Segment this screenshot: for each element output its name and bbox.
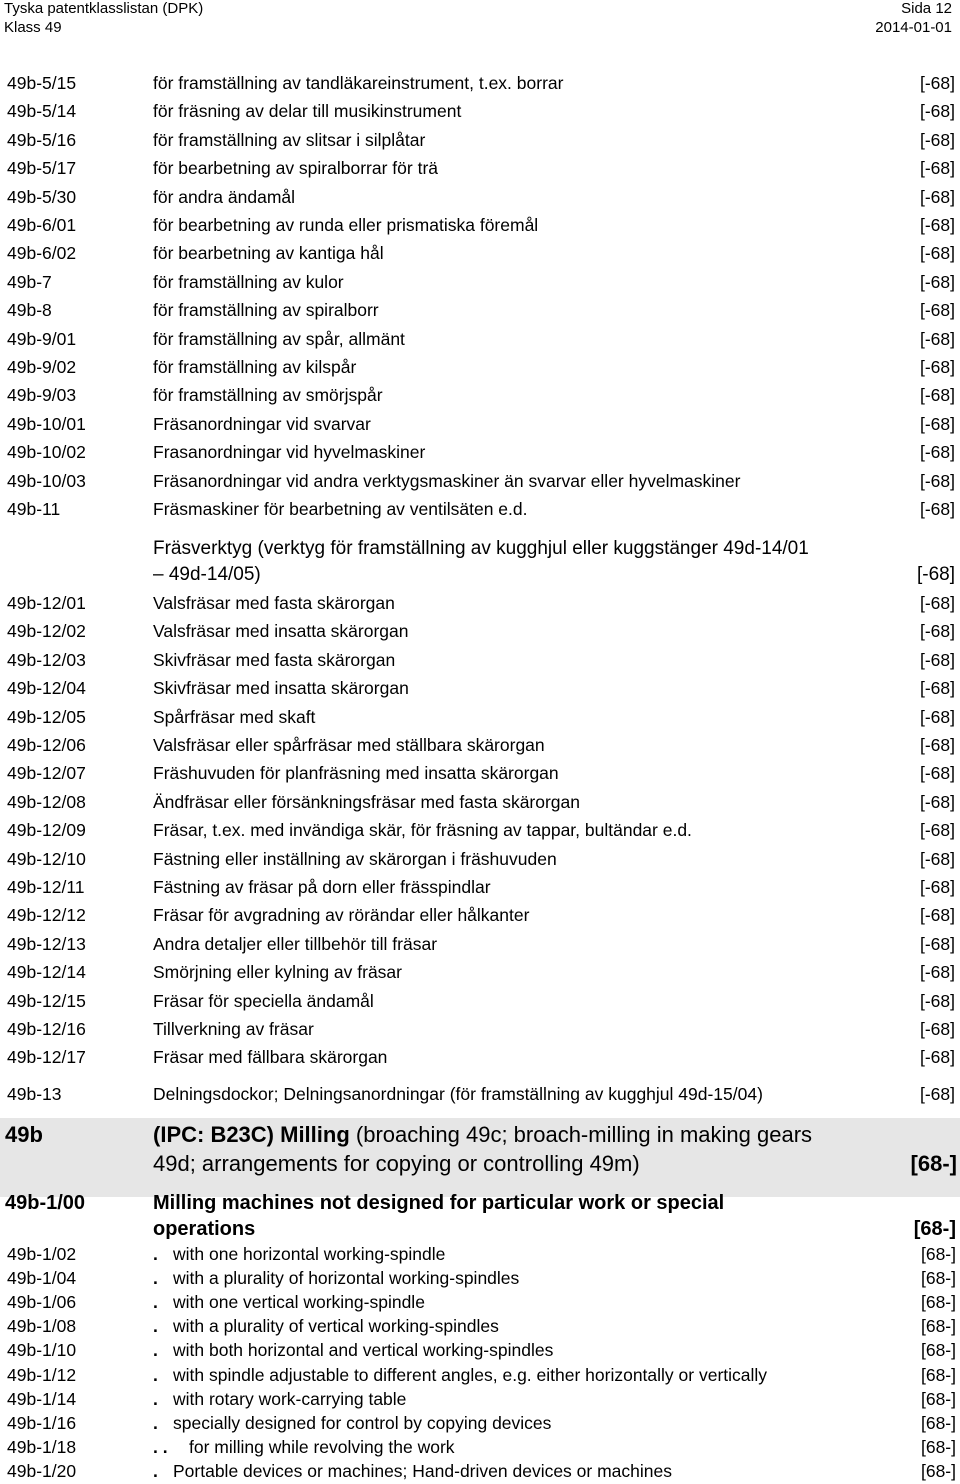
entry-ref: [-68]: [919, 73, 955, 93]
entry-ref: [-68]: [919, 129, 955, 150]
group-1-line2: operations: [153, 1218, 256, 1240]
entry-ref: [-68]: [919, 300, 955, 321]
class-code: 49b: [5, 1122, 43, 1147]
entry-code: 49b-10/01: [7, 413, 86, 434]
entry-code: 49b-12/07: [7, 763, 86, 784]
entry-code: 49b-12/06: [7, 735, 86, 755]
entry-code: 49b-1/20: [7, 1460, 77, 1481]
indent-dots: .: [153, 1388, 158, 1409]
entry-ref: [-68]: [919, 1047, 955, 1068]
entry-ref: [-68]: [919, 243, 955, 264]
entry-code: 49b-12/16: [7, 1019, 86, 1039]
entry-ref: [68-]: [920, 1364, 956, 1385]
indent-dots: .: [153, 1268, 158, 1289]
entry-code: 49b-9/01: [7, 328, 77, 349]
group-12-line1: Fräsverktyg (verktyg för framställning av kugghjul eller kuggstänger 49d-14/01: [153, 538, 809, 559]
entry-description: för bearbetning av kantiga hål: [153, 243, 384, 264]
entry-code: 49b-5/30: [7, 186, 77, 207]
entry-code: 49b-13: [7, 1084, 62, 1104]
entry-ref: [-68]: [919, 905, 955, 926]
entry-ref: [-68]: [919, 470, 955, 491]
class-ref: [68-]: [910, 1151, 957, 1176]
entry-description: Frasanordningar vid hyvelmaskiner: [153, 442, 426, 463]
entry-code: 49b-5/17: [7, 158, 77, 179]
entry-code: 49b-6/02: [7, 243, 77, 264]
entry-code: 49b-12/12: [7, 905, 86, 926]
entry-description: [153, 1460, 672, 1482]
entry-code: 49b-8: [7, 300, 52, 321]
entry-text: with spindle adjustable to different angles, e.g. either horizontally or vertically: [173, 1364, 768, 1385]
entry-ref: [68-]: [920, 1244, 956, 1264]
entry-description: för framställning av spår, allmänt: [153, 328, 405, 349]
entry-code: 49b-1/10: [7, 1340, 77, 1361]
entry-code: 49b-1/18: [7, 1436, 77, 1457]
entry-description: Skivfräsar med fasta skärorgan: [153, 649, 396, 670]
entry-ref: [-68]: [919, 186, 955, 207]
entry-code: 49b-7: [7, 271, 52, 292]
group-1-code: 49b-1/00: [5, 1192, 86, 1214]
entry-ref: [-68]: [919, 848, 955, 869]
entry-code: 49b-11: [7, 499, 61, 519]
class-title: [153, 1120, 812, 1149]
entry-description: Valsfräsar med insatta skärorgan: [153, 621, 409, 642]
indent-dots: .: [153, 1460, 158, 1481]
entry-code: 49b-12/05: [7, 706, 86, 727]
entry-ref: [68-]: [920, 1292, 956, 1313]
entry-description: [153, 1436, 455, 1458]
entry-text: with one horizontal working-spindle: [173, 1244, 446, 1264]
entry-description: för framställning av tandläkareinstrument, t.ex. borrar: [153, 73, 564, 93]
entry-description: Tillverkning av fräsar: [153, 1019, 314, 1039]
entry-code: 49b-12/08: [7, 791, 86, 812]
entry-code: 49b-1/02: [7, 1244, 77, 1264]
entry-code: 49b-5/14: [7, 101, 77, 122]
entry-description: [153, 1291, 425, 1313]
entry-description: Fräsmaskiner för bearbetning av ventilsäten e.d.: [153, 499, 528, 519]
entry-ref: [-68]: [919, 1084, 955, 1104]
entry-description: [153, 1243, 445, 1265]
entry-description: för fräsning av delar till musikinstrument: [153, 101, 462, 122]
entry-code: 49b-9/02: [7, 357, 77, 377]
entry-code: 49b-1/08: [7, 1316, 77, 1337]
entry-ref: [68-]: [920, 1268, 956, 1289]
entry-description: för framställning av spiralborr: [153, 300, 379, 321]
page-number: Sida 12: [901, 0, 952, 17]
entry-code: 49b-12/03: [7, 649, 86, 670]
entry-ref: [68-]: [920, 1460, 956, 1481]
entry-ref: [-68]: [919, 442, 955, 463]
entry-code: 49b-12/13: [7, 933, 86, 954]
entry-ref: [-68]: [919, 357, 955, 377]
entry-ref: [68-]: [920, 1436, 956, 1457]
entry-code: 49b-12/15: [7, 990, 86, 1011]
entry-ref: [-68]: [919, 649, 955, 670]
entry-ref: [-68]: [919, 101, 955, 122]
entry-ref: [-68]: [919, 678, 955, 699]
entry-code: 49b-12/14: [7, 962, 86, 983]
class-title-line2: 49d; arrangements for copying or controlling 49m): [153, 1151, 640, 1176]
entry-ref: [-68]: [919, 791, 955, 812]
entry-description: Fästning av fräsar på dorn eller frässpindlar: [153, 877, 491, 897]
entry-ref: [-68]: [919, 621, 955, 642]
entry-text: with a plurality of vertical working-spindles: [173, 1316, 499, 1337]
entry-description: [153, 1388, 406, 1410]
entry-text: with both horizontal and vertical working-spindles: [173, 1340, 554, 1361]
entry-code: 49b-1/04: [7, 1268, 77, 1289]
entry-code: 49b-6/01: [7, 215, 77, 235]
header-date: 2014-01-01: [875, 19, 952, 36]
entry-ref: [-68]: [919, 499, 955, 519]
entry-description: [153, 1315, 499, 1337]
entry-description: [153, 1267, 519, 1289]
entry-text: Portable devices or machines; Hand-driven devices or machines: [173, 1460, 672, 1481]
entry-code: 49b-12/17: [7, 1047, 86, 1068]
entry-description: Andra detaljer eller tillbehör till fräsar: [153, 933, 438, 954]
entry-ref: [-68]: [919, 413, 955, 434]
entry-description: Smörjning eller kylning av fräsar: [153, 962, 402, 983]
entry-code: 49b-1/12: [7, 1364, 77, 1385]
class-label: Klass 49: [4, 19, 62, 36]
document-title: Tyska patentklasslistan (DPK): [4, 0, 204, 17]
entry-description: Skivfräsar med insatta skärorgan: [153, 678, 409, 699]
entry-text: with one vertical working-spindle: [173, 1292, 425, 1313]
entry-ref: [-68]: [919, 877, 955, 897]
entry-ref: [-68]: [919, 933, 955, 954]
group-12-ref: [-68]: [916, 564, 955, 585]
indent-dots: .: [153, 1244, 158, 1264]
entry-description: för andra ändamål: [153, 186, 296, 207]
entry-description: Fräsar med fällbara skärorgan: [153, 1047, 388, 1068]
entry-code: 49b-12/11: [7, 877, 85, 897]
entry-description: Spårfräsar med skaft: [153, 706, 316, 727]
entry-code: 49b-9/03: [7, 385, 77, 406]
entry-code: 49b-12/01: [7, 593, 86, 613]
entry-ref: [-68]: [919, 215, 955, 235]
entry-ref: [-68]: [919, 990, 955, 1011]
entry-description: Fräsar, t.ex. med invändiga skär, för fräsning av tappar, bultändar e.d.: [153, 820, 692, 841]
entry-text: for milling while revolving the work: [189, 1436, 455, 1457]
entry-text: with a plurality of horizontal working-spindles: [173, 1268, 520, 1289]
entry-ref: [68-]: [920, 1412, 956, 1433]
entry-description: Fräsanordningar vid andra verktygsmaskiner än svarvar eller hyvelmaskiner: [153, 470, 741, 491]
entry-ref: [68-]: [920, 1388, 956, 1409]
entry-code: 49b-5/16: [7, 129, 77, 150]
entry-description: Fräshuvuden för planfräsning med insatta skärorgan: [153, 763, 559, 784]
entry-description: [153, 1364, 767, 1386]
entry-code: 49b-12/02: [7, 621, 86, 642]
entry-text: specially designed for control by copying devices: [173, 1412, 552, 1433]
entry-text: with rotary work-carrying table: [173, 1388, 407, 1409]
entry-ref: [-68]: [919, 593, 955, 613]
entry-description: [153, 1412, 551, 1434]
entry-code: 49b-5/15: [7, 73, 77, 93]
entry-ref: [-68]: [919, 763, 955, 784]
group-1-ref: [68-]: [913, 1218, 956, 1240]
entry-description: Fräsar för avgradning av rörändar eller hålkanter: [153, 905, 530, 926]
entry-ref: [-68]: [919, 820, 955, 841]
entry-code: 49b-10/03: [7, 470, 86, 491]
entry-code: 49b-12/10: [7, 848, 86, 869]
entry-ref: [-68]: [919, 271, 955, 292]
entry-ref: [-68]: [919, 735, 955, 755]
entry-description: för framställning av kilspår: [153, 357, 357, 377]
entry-ref: [68-]: [920, 1316, 956, 1337]
entry-code: 49b-12/04: [7, 678, 86, 699]
entry-description: Fästning eller inställning av skärorgan i fräshuvuden: [153, 848, 557, 869]
entry-code: 49b-1/06: [7, 1292, 77, 1313]
group-1-line1: Milling machines not designed for particular work or special: [153, 1192, 725, 1214]
entry-description: [153, 1339, 553, 1361]
indent-dots: . .: [153, 1436, 168, 1457]
entry-ref: [-68]: [919, 158, 955, 179]
entry-ref: [-68]: [919, 1019, 955, 1039]
entry-ref: [-68]: [919, 385, 955, 406]
entry-code: 49b-10/02: [7, 442, 86, 463]
entry-description: för framställning av slitsar i silplåtar: [153, 129, 426, 150]
indent-dots: .: [153, 1340, 158, 1361]
entry-description: för framställning av kulor: [153, 271, 344, 292]
entry-ref: [-68]: [919, 706, 955, 727]
entry-description: för framställning av smörjspår: [153, 385, 383, 406]
class-title-bold: (IPC: B23C) Milling: [153, 1122, 350, 1147]
entry-description: för bearbetning av runda eller prismatiska föremål: [153, 215, 539, 235]
entry-description: Delningsdockor; Delningsanordningar (för framställning av kugghjul 49d-15/04): [153, 1084, 763, 1104]
entry-description: Ändfräsar eller försänkningsfräsar med fasta skärorgan: [153, 791, 581, 812]
entry-code: 49b-1/16: [7, 1412, 77, 1433]
group-12-line2: – 49d-14/05): [153, 564, 261, 585]
entry-description: Valsfräsar eller spårfräsar med ställbara skärorgan: [153, 735, 545, 755]
entry-description: Fräsar för speciella ändamål: [153, 990, 374, 1011]
entry-description: Fräsanordningar vid svarvar: [153, 413, 371, 434]
entry-description: för bearbetning av spiralborrar för trä: [153, 158, 438, 179]
indent-dots: .: [153, 1364, 158, 1385]
entry-code: 49b-12/09: [7, 820, 86, 841]
entry-ref: [-68]: [919, 328, 955, 349]
entry-code: 49b-1/14: [7, 1388, 77, 1409]
indent-dots: .: [153, 1412, 158, 1433]
indent-dots: .: [153, 1316, 158, 1337]
class-title-rest: (broaching 49c; broach-milling in making gears: [355, 1122, 813, 1147]
entry-ref: [-68]: [919, 962, 955, 983]
entry-ref: [68-]: [920, 1340, 956, 1361]
indent-dots: .: [153, 1292, 158, 1313]
entry-description: Valsfräsar med fasta skärorgan: [153, 593, 395, 613]
